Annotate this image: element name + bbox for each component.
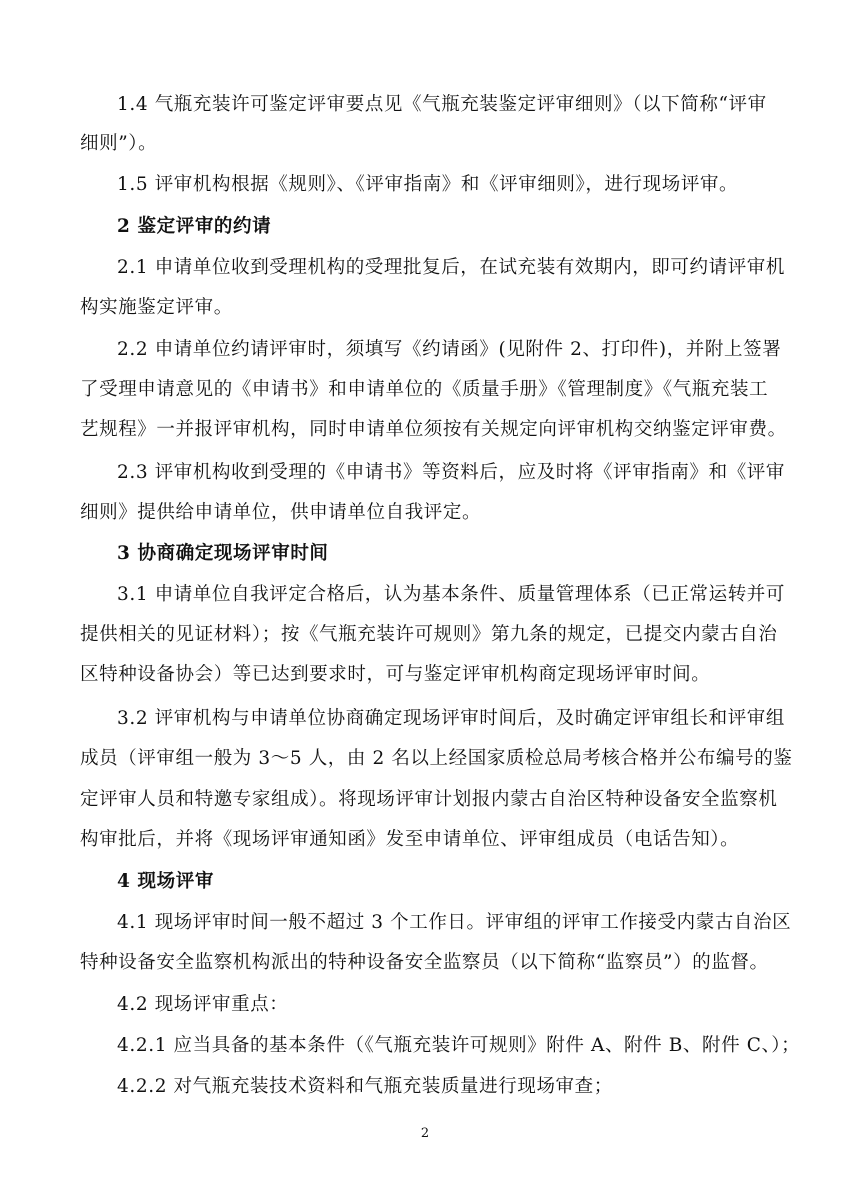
- paragraph-2-3-line-2: 细则》提供给申请单位，供申请单位自我评定。: [80, 502, 482, 523]
- section-2-heading: 2 鉴定评审的约请: [117, 216, 272, 237]
- paragraph-3-1-line-1: 3.1 申请单位自我评定合格后，认为基本条件、质量管理体系（已正常运转并可: [117, 584, 786, 605]
- paragraph-3-2-line-1: 3.2 评审机构与申请单位协商确定现场评审时间后，及时确定评审组长和评审组: [117, 708, 786, 729]
- section-4-heading: 4 现场评审: [117, 871, 214, 892]
- paragraph-2-1-line-1: 2.1 申请单位收到受理机构的受理批复后，在试充装有效期内，即可约请评审机: [117, 257, 786, 278]
- page-number: 2: [420, 1126, 430, 1141]
- paragraph-4-1-line-1: 4.1 现场评审时间一般不超过 3 个工作日。评审组的评审工作接受内蒙古自治区: [117, 912, 792, 933]
- paragraph-1-5: 1.5 评审机构根据《规则》、《评审指南》和《评审细则》，进行现场评审。: [117, 174, 739, 195]
- paragraph-2-1-line-2: 构实施鉴定评审。: [80, 297, 233, 318]
- section-3-heading: 3 协商确定现场评审时间: [117, 543, 329, 564]
- paragraph-1-4-line-1: 1.4 气瓶充装许可鉴定评审要点见《气瓶充装鉴定评审细则》（以下简称“评审: [117, 94, 767, 115]
- paragraph-3-1-line-3: 区特种设备协会）等已达到要求时，可与鉴定评审机构商定现场评审时间。: [80, 664, 711, 685]
- paragraph-3-2-line-3: 定评审人员和特邀专家组成）。将现场评审计划报内蒙古自治区特种设备安全监察机: [80, 789, 778, 810]
- paragraph-2-2-line-3: 艺规程》一并报评审机构，同时申请单位须按有关规定向评审机构交纳鉴定评审费。: [80, 419, 787, 440]
- paragraph-4-2-1: 4.2.1 应当具备的基本条件（《气瓶充装许可规则》附件 A、附件 B、附件 C、）；: [117, 1035, 801, 1056]
- paragraph-4-1-line-2: 特种设备安全监察机构派出的特种设备安全监察员（以下简称“监察员”）的监督。: [80, 952, 769, 973]
- paragraph-1-4-line-2: 细则”）。: [80, 133, 158, 154]
- paragraph-2-3-line-1: 2.3 评审机构收到受理的《申请书》等资料后，应及时将《评审指南》和《评审: [117, 462, 786, 483]
- paragraph-2-2-line-1: 2.2 申请单位约请评审时，须填写《约请函》(见附件 2、打印件)，并附上签署: [117, 339, 782, 360]
- paragraph-2-2-line-2: 了受理申请意见的《申请书》和申请单位的《质量手册》《管理制度》《气瓶充装工: [80, 379, 769, 400]
- paragraph-3-2-line-4: 构审批后，并将《现场评审通知函》发至申请单位、评审组成员（电话告知）。: [80, 829, 740, 850]
- paragraph-3-2-line-2: 成员（评审组一般为 3～5 人，由 2 名以上经国家质检总局考核合格并公布编号的鉴: [80, 748, 793, 769]
- paragraph-4-2: 4.2 现场评审重点：: [117, 994, 289, 1015]
- paragraph-4-2-2: 4.2.2 对气瓶充装技术资料和气瓶充装质量进行现场审查；: [117, 1076, 613, 1097]
- paragraph-3-1-line-2: 提供相关的见证材料）；按《气瓶充装许可规则》第九条的规定，已提交内蒙古自治: [80, 624, 778, 645]
